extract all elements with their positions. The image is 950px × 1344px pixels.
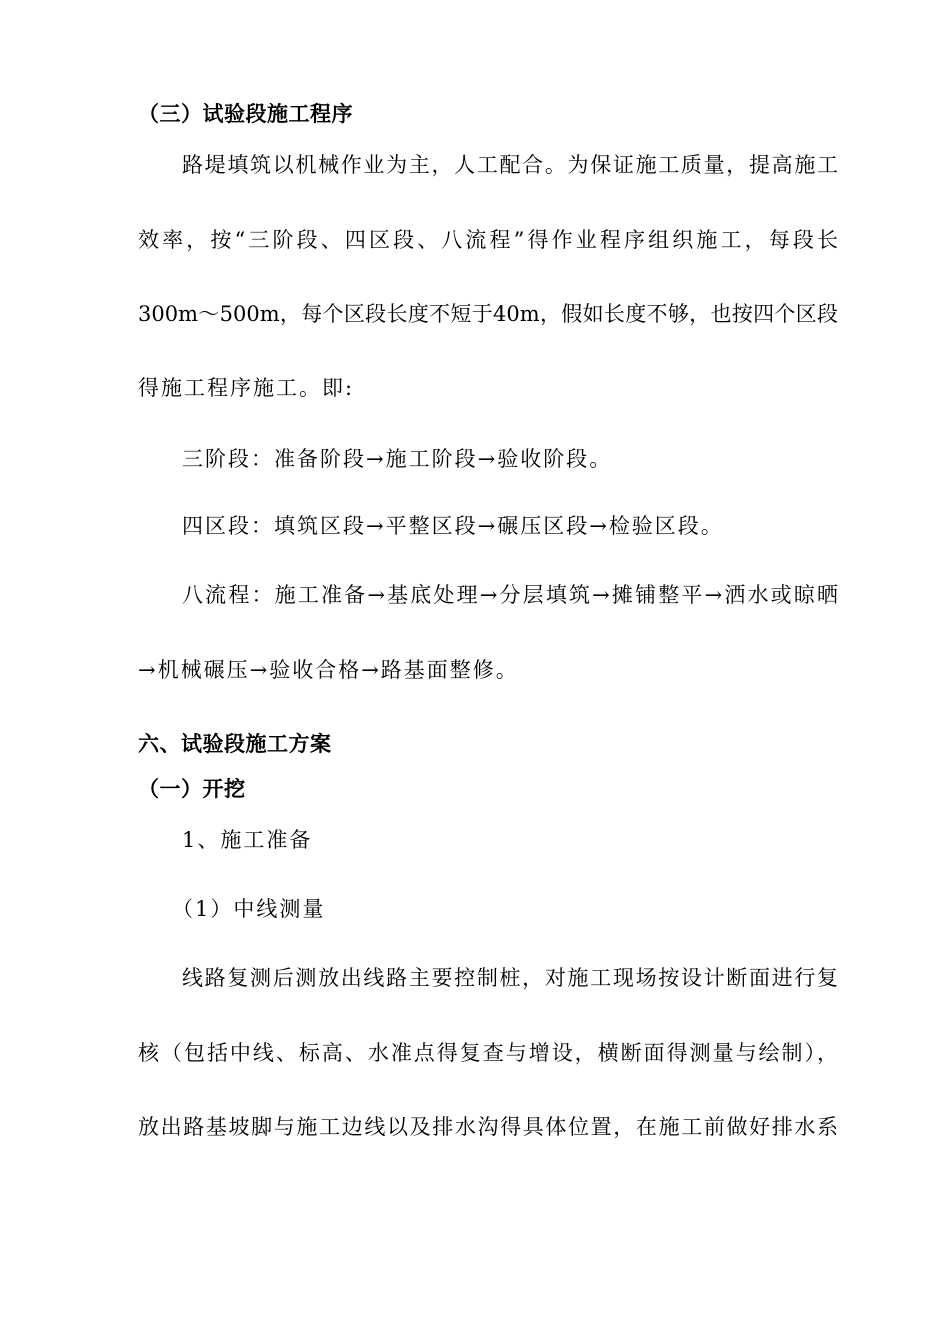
eight-flows-line-2: →机械碾压→验收合格→路基面整修。	[138, 658, 519, 682]
paragraph-1-line-3: 300m～500m，每个区段长度不短于40m，假如长度不够，也按四个区段	[138, 302, 838, 326]
item-1-1-centerline-survey: （1）中线测量	[172, 897, 326, 921]
section-heading-3: （三）试验段施工程序	[138, 102, 353, 126]
subsection-heading-1: （一）开挖	[138, 777, 246, 801]
paragraph-2-line-1: 线路复测后测放出线路主要控制桩，对施工现场按设计断面进行复	[182, 966, 838, 990]
paragraph-2-line-2: 核（包括中线、标高、水准点得复查与增设，横断面得测量与绘制），	[138, 1041, 838, 1065]
item-1-construction-prep: 1、施工准备	[182, 828, 313, 852]
eight-flows-line-1: 八流程：施工准备→基底处理→分层填筑→摊铺整平→洒水或晾晒	[182, 583, 838, 607]
paragraph-2-line-3: 放出路基坡脚与施工边线以及排水沟得具体位置，在施工前做好排水系	[138, 1115, 838, 1139]
four-zones-line: 四区段：填筑区段→平整区段→碾压区段→检验区段。	[182, 514, 724, 538]
paragraph-1-line-2: 效率，按“三阶段、四区段、八流程”得作业程序组织施工，每段长	[138, 228, 838, 252]
paragraph-1-line-1: 路堤填筑以机械作业为主，人工配合。为保证施工质量，提高施工	[182, 153, 838, 177]
three-stages-line: 三阶段：准备阶段→施工阶段→验收阶段。	[182, 447, 613, 471]
paragraph-1-line-4: 得施工程序施工。即:	[138, 376, 355, 400]
section-heading-6: 六、试验段施工方案	[138, 732, 332, 756]
